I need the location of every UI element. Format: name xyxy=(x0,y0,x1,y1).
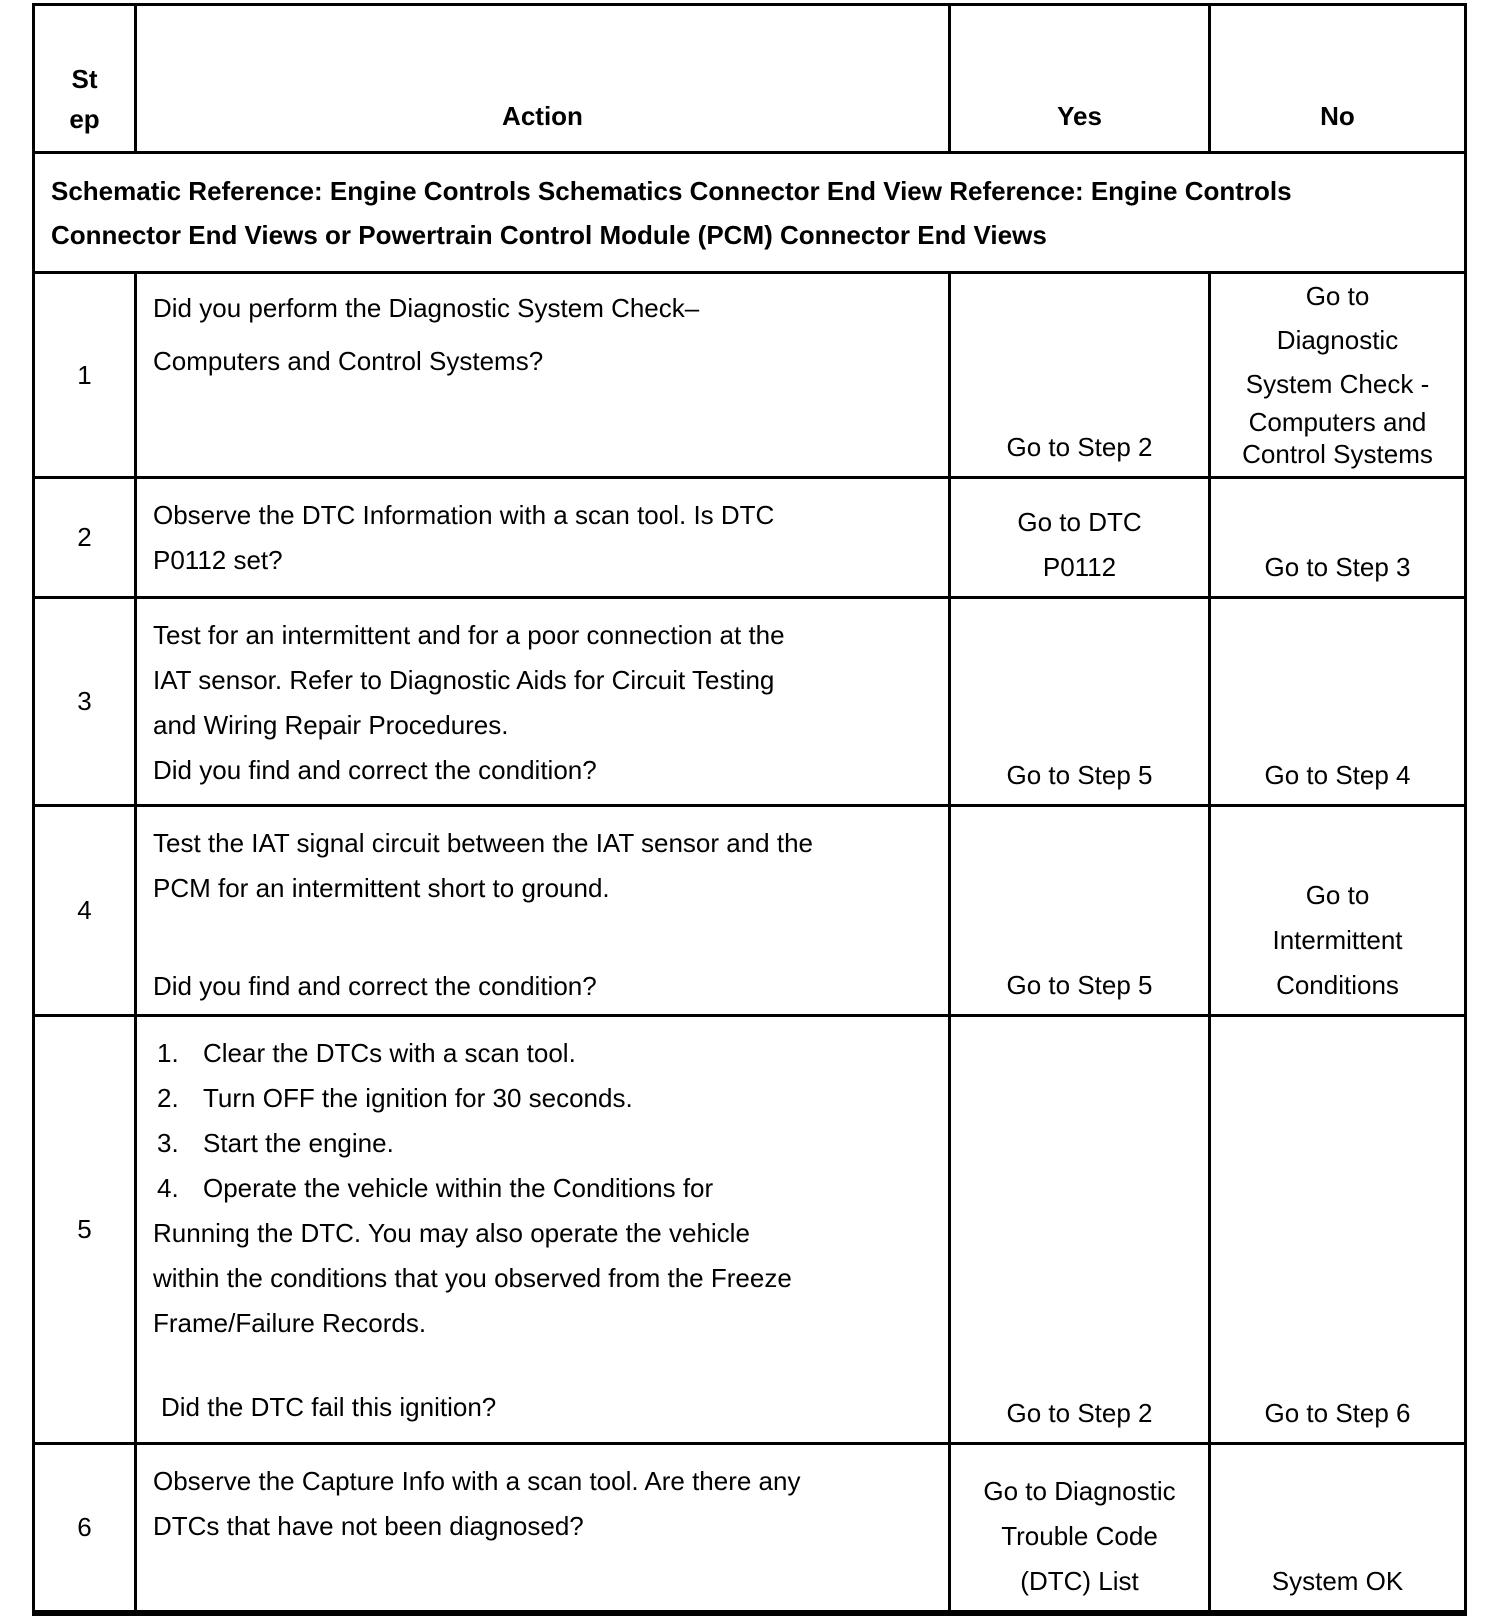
table-continuation-row xyxy=(34,1612,1466,1615)
no-column-header: No xyxy=(1210,5,1466,153)
list-item: 2. Turn OFF the ignition for 30 seconds. xyxy=(157,1083,633,1113)
schematic-reference: Schematic Reference: Engine Controls Schematics Connector End View Reference: Engine Controls Connector End Views or Powertrain Control Module (PCM) Connector End Views xyxy=(34,153,1466,273)
table-row xyxy=(34,806,1466,1016)
step-number: 5 xyxy=(34,1016,136,1444)
yes-cell: Go to DTC P0112 xyxy=(950,478,1210,598)
list-item: 3. Start the engine. xyxy=(157,1128,394,1158)
action-cell: 1. Clear the DTCs with a scan tool. 2. Turn OFF the ignition for 30 seconds. 3. Start the engine. 4. Operate the vehicle within the Conditions for Running the DTC. You may also operate the vehicle within the conditions that you observed from the Freeze Frame/Failure Records. Did the DTC fail this ignition? xyxy=(136,1016,950,1444)
no-cell: Go to Intermittent Conditions xyxy=(1210,806,1466,1016)
step-number: 3 xyxy=(34,598,136,806)
list-item: 4. Operate the vehicle within the Conditions for xyxy=(157,1173,714,1203)
action-cell: Test the IAT signal circuit between the IAT sensor and the PCM for an intermittent short to ground. Did you find and correct the condition? xyxy=(136,806,950,1016)
step-number: 2 xyxy=(34,478,136,598)
diagnostic-table xyxy=(32,3,1467,1616)
table-row xyxy=(34,598,1466,806)
step-number: 6 xyxy=(34,1444,136,1612)
yes-cell: Go to Diagnostic Trouble Code (DTC) List xyxy=(950,1444,1210,1612)
table-row xyxy=(34,478,1466,598)
action-cell: Observe the DTC Information with a scan tool. Is DTC P0112 set? xyxy=(136,478,950,598)
no-cell: Go to Step 4 xyxy=(1210,598,1466,806)
table-header-row xyxy=(34,5,1466,153)
no-cell: Go to Diagnostic System Check - Computers and Control Systems xyxy=(1210,273,1466,478)
schematic-reference-row xyxy=(34,153,1466,273)
no-cell: Go to Step 6 xyxy=(1210,1016,1466,1444)
table-row xyxy=(34,273,1466,478)
list-item: 1. Clear the DTCs with a scan tool. xyxy=(157,1038,576,1068)
yes-cell: Go to Step 2 xyxy=(950,273,1210,478)
yes-cell: Go to Step 5 xyxy=(950,806,1210,1016)
yes-cell: Go to Step 2 xyxy=(950,1016,1210,1444)
step-column-header: St ep xyxy=(34,5,136,153)
no-cell: System OK xyxy=(1210,1444,1466,1612)
action-cell: Did you perform the Diagnostic System Check– Computers and Control Systems? xyxy=(136,273,950,478)
action-column-header: Action xyxy=(136,5,950,153)
yes-cell: Go to Step 5 xyxy=(950,598,1210,806)
yes-column-header: Yes xyxy=(950,5,1210,153)
no-cell: Go to Step 3 xyxy=(1210,478,1466,598)
action-cell: Test for an intermittent and for a poor connection at the IAT sensor. Refer to Diagnostic Aids for Circuit Testing and Wiring Repair Procedures. Did you find and correct the condition? xyxy=(136,598,950,806)
action-cell: Observe the Capture Info with a scan tool. Are there any DTCs that have not been diagnosed? xyxy=(136,1444,950,1612)
table-row xyxy=(34,1016,1466,1444)
step-number: 1 xyxy=(34,273,136,478)
step-number: 4 xyxy=(34,806,136,1016)
table-row xyxy=(34,1444,1466,1612)
